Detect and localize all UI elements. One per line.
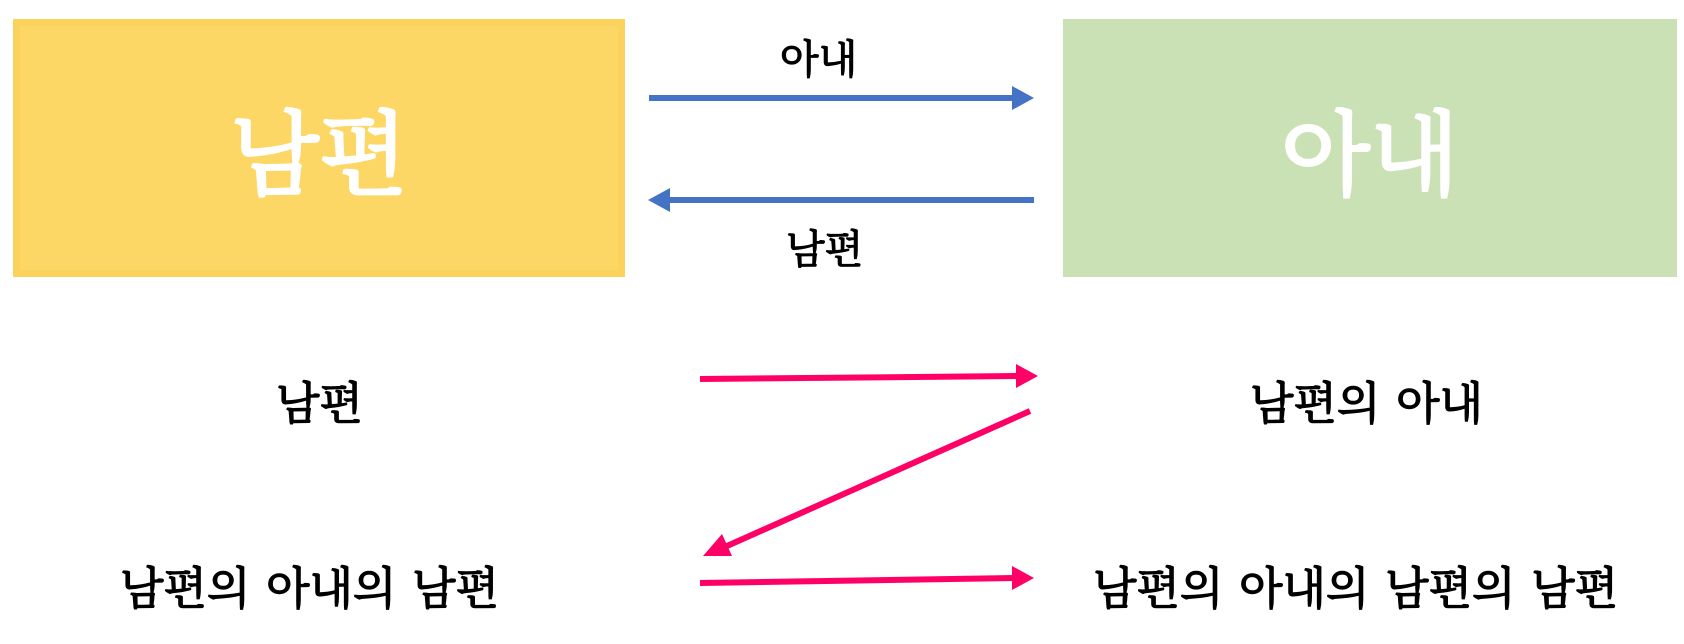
chain-row1-left: 남편 [276,377,363,430]
chain-row2-left: 남편의 아내의 남편 [120,562,500,615]
backward-arrow-head [648,188,670,212]
chain-arrow-3-head [1012,566,1034,590]
forward-arrow-label: 아내 [780,37,858,83]
chain-arrow-3-line [700,578,1014,583]
chain-arrow-2-line [727,411,1030,546]
chain-row2-right: 남편의 아내의 남편의 남편 [1093,562,1619,615]
chain-arrow-1-line [700,376,1018,379]
backward-arrow-label: 남편 [786,227,864,273]
chain-arrow-1-head [1016,364,1038,388]
chain-row1-right: 남편의 아내 [1250,377,1484,430]
wife-box-label: 아내 [1281,102,1459,209]
husband-box-label: 남편 [230,102,408,209]
forward-arrow-head [1012,86,1034,110]
